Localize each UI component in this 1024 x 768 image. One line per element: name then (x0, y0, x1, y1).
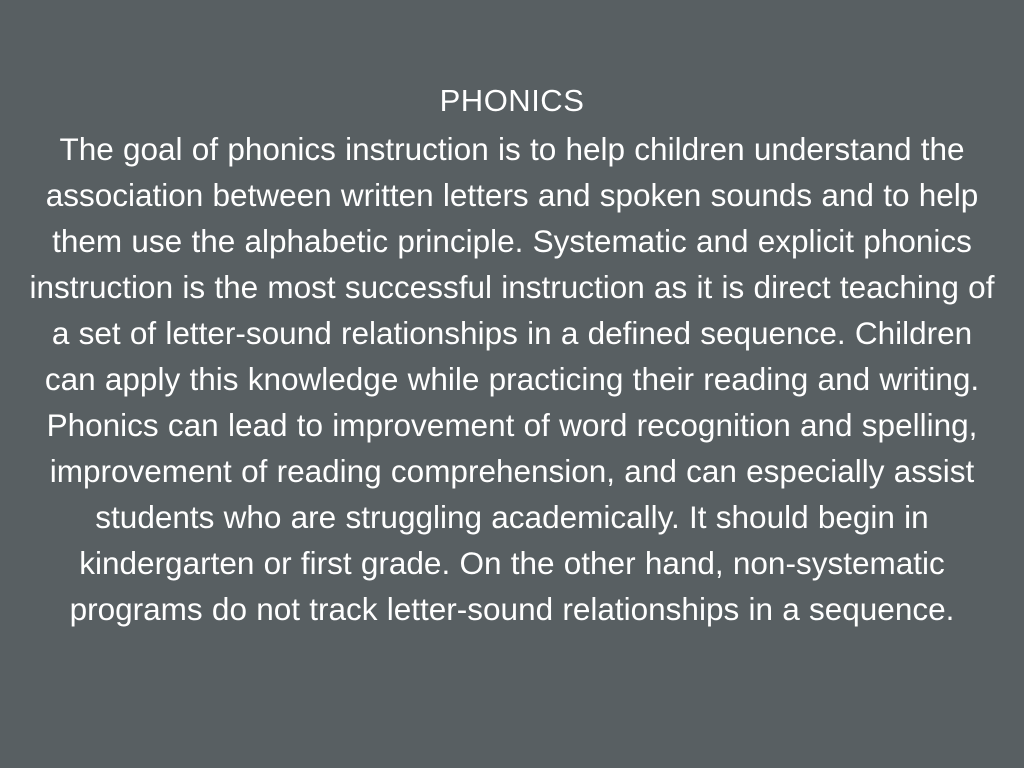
slide-body-text: The goal of phonics instruction is to help children understand the association between written letters and spoken sounds and to help them use the alphabetic principle. Systematic and explicit phonics instruction is the most successful instruction as it is direct teaching of a set of letter-sound relationships in a defined sequence. Children can apply this knowledge while practicing their reading and writing. Phonics can lead to improvement of word recognition and spelling, improvement of reading comprehension, and can especially assist students who are struggling academically. It should begin in kindergarten or first grade. On the other hand, non-systematic programs do not track letter-sound relationships in a sequence. (29, 131, 995, 627)
page-title: PHONICS (439, 83, 585, 118)
